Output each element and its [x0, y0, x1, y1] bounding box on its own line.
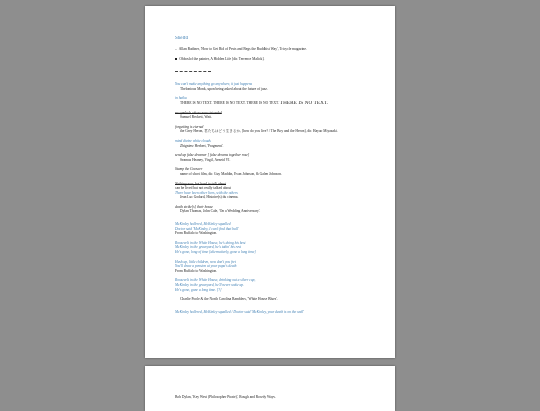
citation: Thelonious Monk, upon being asked about the future of jazz.: [180, 86, 268, 91]
quote-line: in haiku: [175, 96, 187, 101]
citation: name of short film, dir. Guy Maddin, Evan Johnson, & Galen Johnson.: [180, 171, 282, 176]
quote-line: can be lived but not really talked about: [175, 186, 231, 191]
document-page-1: [145, 6, 395, 358]
list-item: – Allan Badiner, 'How to Get Rid of Pests and Begs the Buddhist Way', Tricycle magazine.: [175, 47, 307, 51]
citation: Charlie Poole & the North Carolina Ramblers, 'White House Blues'.: [180, 297, 278, 302]
lyric-line: From Buffalo to Washington.: [175, 268, 218, 273]
lyric-line: He's gone, gone a long time. [?]: [175, 287, 222, 292]
lyric-line: McKinley in the graveyard, he'll never wake up.: [175, 283, 244, 287]
citation: the Grey Heron, 君たちはどう生きるか, [how do you live? / The Boy and the Heron], dir. Hayao Miyazaki.: [180, 129, 338, 134]
lyric-line: Doctor said 'McKinley, I can't find that ball': [175, 226, 239, 231]
quote-line: send up false dreamer [ false dreams together rose]: [175, 153, 250, 158]
lyric-line: Roosevelt in the White House, he's doing his best: [175, 240, 246, 245]
lyric-line: Hush up, little children, now don't you fret: [175, 259, 236, 264]
quote-line: You can't make anything go anywhere, it just happens: [175, 82, 253, 87]
quote-line: forgetting is eternal: [175, 124, 204, 129]
strikethrough-rule: [175, 71, 211, 72]
list-item: Obboslof the painter, A Hidden Life [dir. Terrence Malick].: [175, 57, 383, 62]
citation: Samuel Beckett, Watt.: [180, 115, 212, 120]
lyric-line: McKinley hollered, McKinley squalled: [175, 222, 231, 227]
lyric-line: McKinley in the graveyard, he's takin' his rest: [175, 245, 241, 250]
quote-line: Stamp the Gooseer: [175, 167, 203, 172]
struck-quote: Nothing new, but hard to talk about: [175, 181, 227, 186]
citation: Bob Dylan, 'Key West (Philosopher Pirate)', Rough and Rowdy Ways.: [175, 395, 276, 399]
lyric-line: Roosevelt in the White House, drinking out a silver cup,: [175, 278, 256, 283]
citation: Dylan Thomas, John Cale, 'On a Wedding Anniversary'.: [180, 209, 261, 214]
document-page-2: [145, 366, 395, 411]
lyric-line: McKinley hollered, McKinley squalled / Doctor said 'McKinley, your death is on the wall': [175, 309, 305, 314]
lyric-line: You'll draw a pension at your papa's death: [175, 264, 237, 269]
lyric-line: From Buffalo to Washington.: [175, 231, 218, 236]
quote-line: There have been other lives, with the others: [175, 190, 238, 195]
lyric-line: He's gone, long of time [alternatively, gone a long time]: [175, 250, 256, 255]
dash-icon: –: [175, 47, 177, 51]
struck-quote: no symbols where none intended: [175, 110, 222, 115]
quote-line: death strike[s] their house: [175, 204, 214, 209]
citation: Jean Luc Godard, Histoire(s) du cinema.: [180, 195, 239, 200]
quote-line: mind divine white clouds: [175, 138, 211, 143]
square-bullet-icon: [175, 58, 177, 60]
citation: Seamus Heaney, Virgil, Aeneid VI.: [180, 157, 231, 162]
section-heading: Shelfd: [175, 36, 189, 41]
repeated-text-line: THERE IS NO TEXT. THERE IS NO TEXT. THERE IS NO TEXT. THERE IS NO TEXT.: [180, 100, 329, 106]
citation: Zbigniew Herbert, 'Fragment'.: [180, 143, 224, 148]
